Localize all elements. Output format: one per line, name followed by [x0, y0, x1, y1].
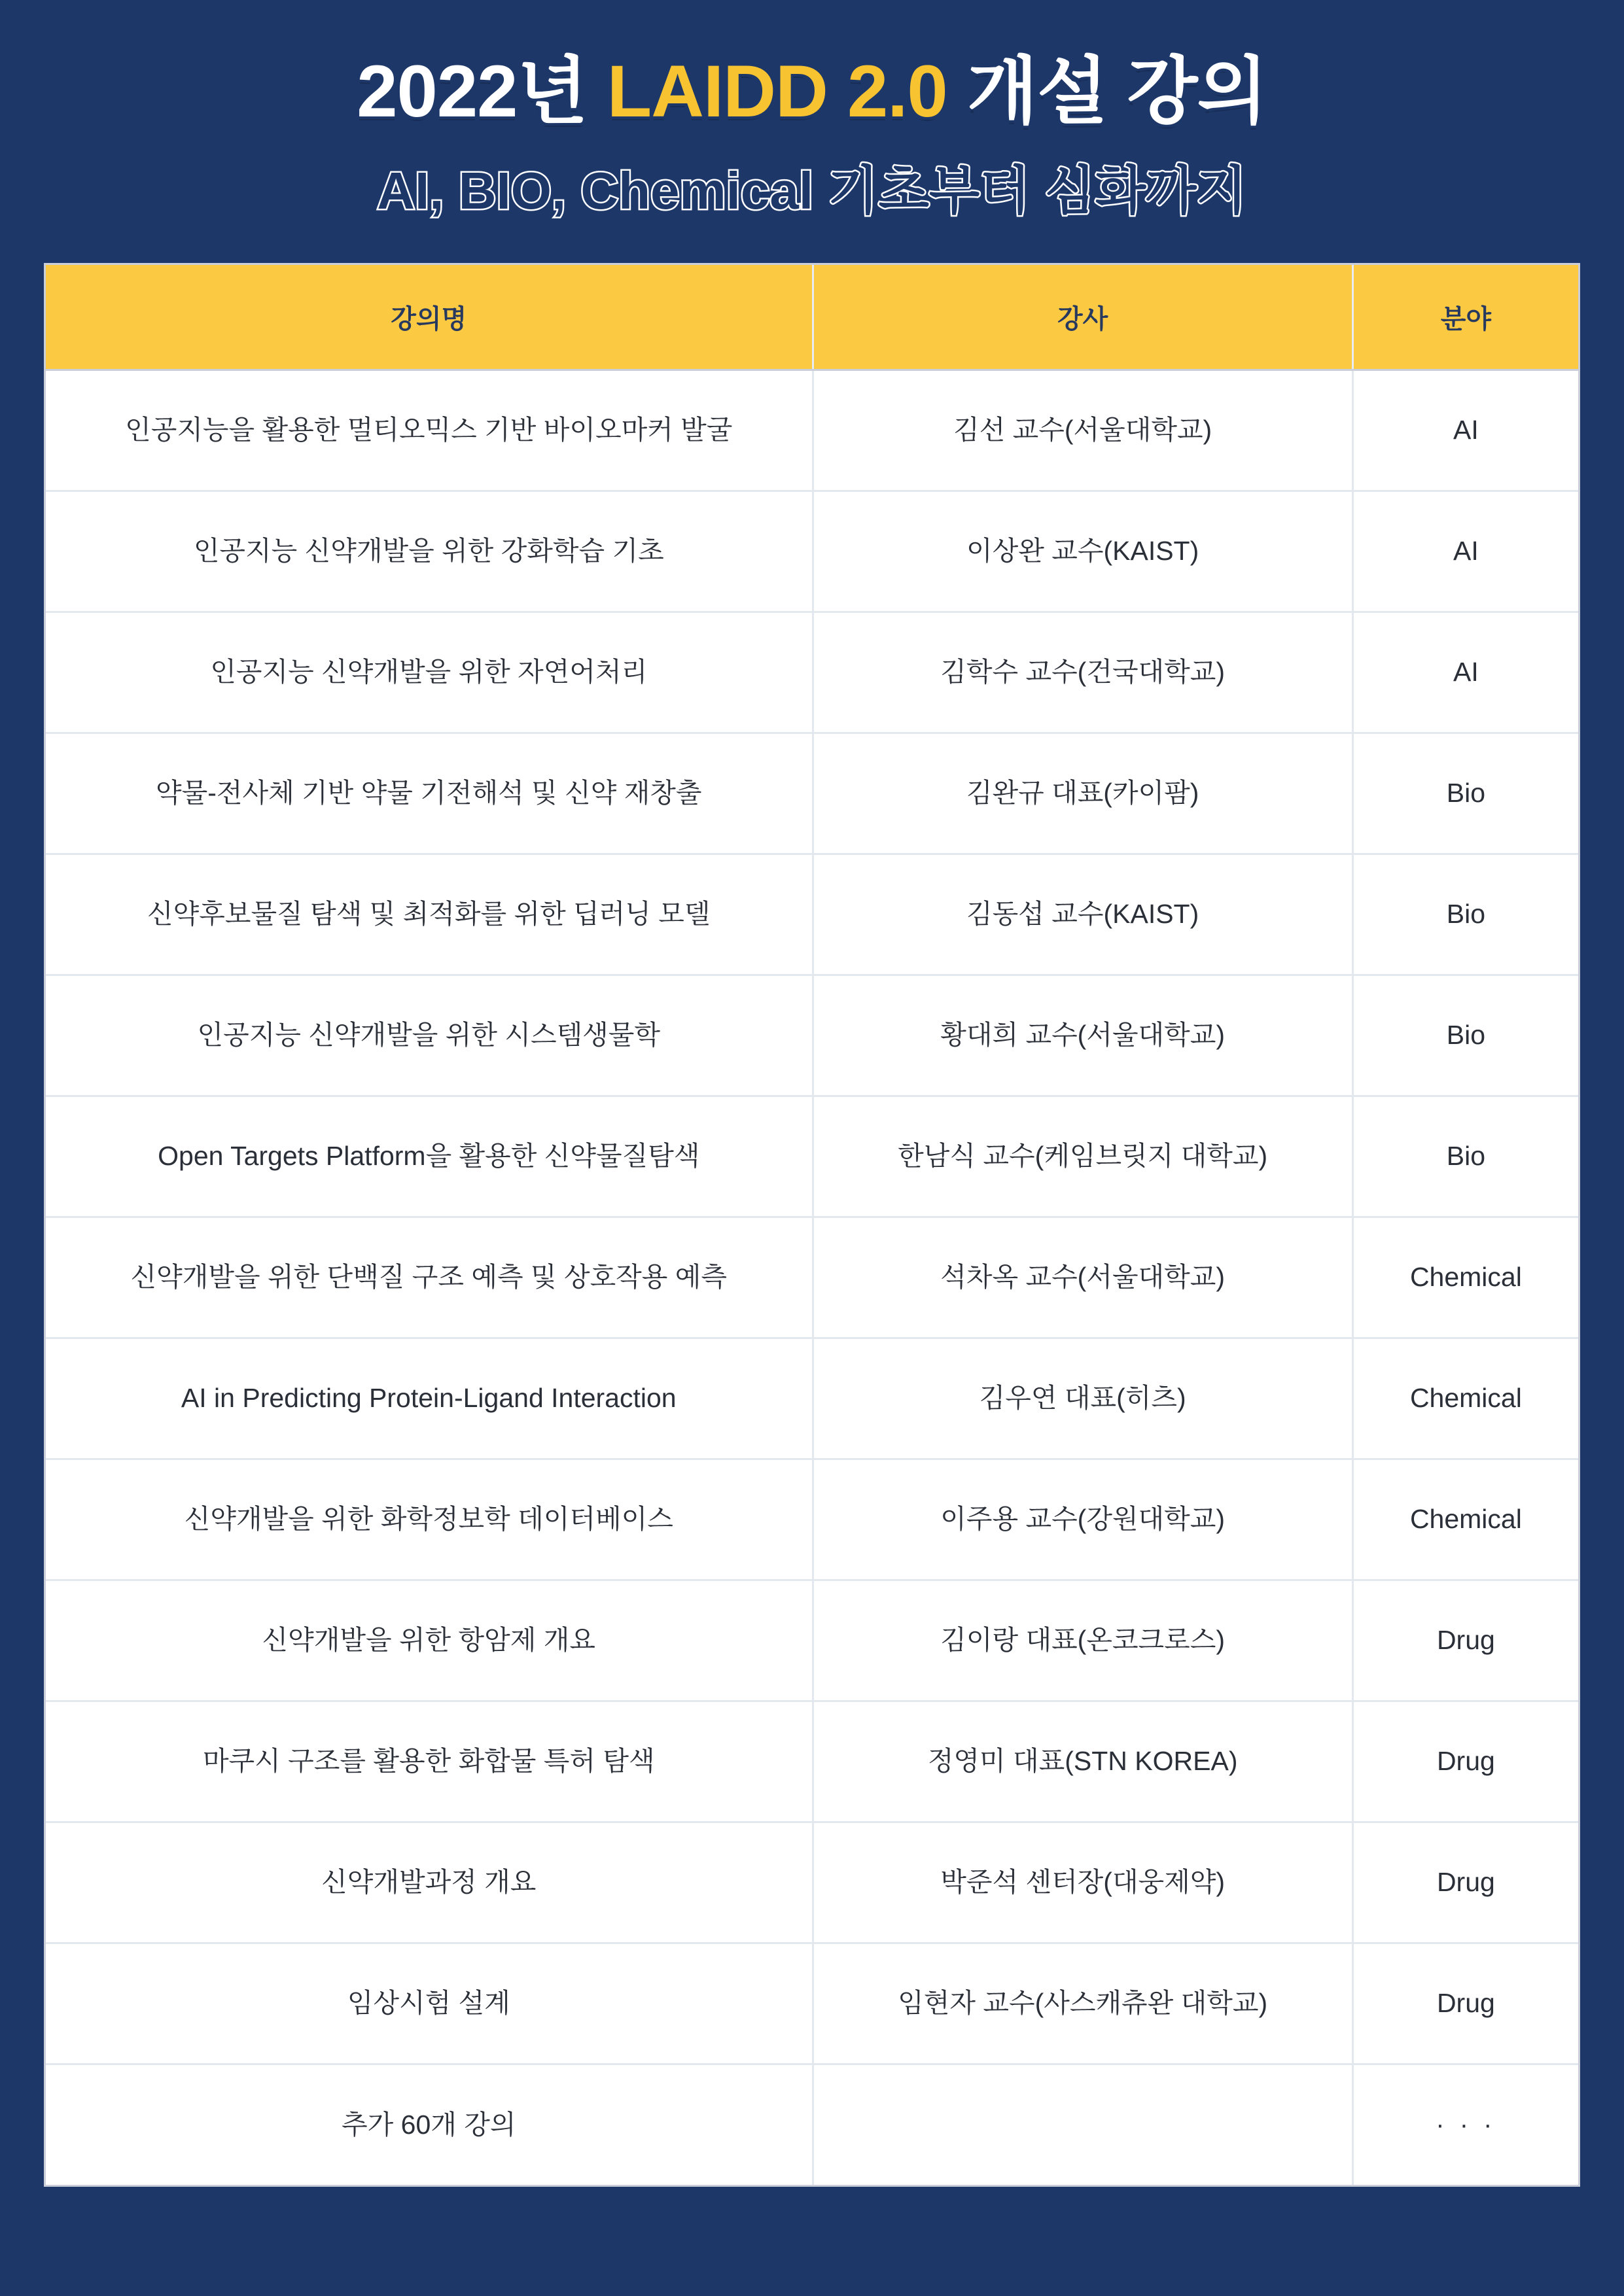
- cell-field: · · ·: [1436, 2110, 1496, 2140]
- cell-lecturer: 이상완 교수(KAIST): [813, 491, 1352, 612]
- cell-field: AI: [1352, 491, 1578, 612]
- table-body: [46, 370, 1578, 2185]
- table-row: [46, 491, 1578, 612]
- cell-course: Open Targets Platform을 활용한 신약물질탐색: [46, 1096, 813, 1217]
- cell-course: 인공지능 신약개발을 위한 자연어처리: [46, 612, 813, 733]
- column-header-course: 강의명: [46, 265, 813, 370]
- cell-field: AI: [1352, 370, 1578, 491]
- column-header-lecturer: 강사: [813, 265, 1352, 370]
- table-header: [46, 265, 1578, 370]
- table-header-row: [46, 265, 1578, 370]
- cell-course: 마쿠시 구조를 활용한 화합물 특허 탐색: [46, 1701, 813, 1822]
- cell-lecturer: 김이랑 대표(온코크로스): [813, 1580, 1352, 1701]
- cell-course: 임상시험 설계: [46, 1943, 813, 2064]
- cell-course: 인공지능 신약개발을 위한 강화학습 기초: [46, 491, 813, 612]
- table-row: [46, 975, 1578, 1096]
- cell-course: 신약개발과정 개요: [46, 1822, 813, 1943]
- cell-field: Bio: [1352, 975, 1578, 1096]
- cell-lecturer: 정영미 대표(STN KOREA): [813, 1701, 1352, 1822]
- poster-header: [0, 0, 1624, 224]
- cell-field: Chemical: [1352, 1217, 1578, 1338]
- cell-field: Bio: [1352, 854, 1578, 975]
- table-row: [46, 733, 1578, 854]
- table-row: [46, 1943, 1578, 2064]
- table-row: [46, 612, 1578, 733]
- cell-field: Drug: [1352, 1822, 1578, 1943]
- cell-lecturer: 김완규 대표(카이팜): [813, 733, 1352, 854]
- table-row: [46, 1217, 1578, 1338]
- table-row: [46, 370, 1578, 491]
- cell-course: 신약개발을 위한 항암제 개요: [46, 1580, 813, 1701]
- table-row: [46, 2064, 1578, 2185]
- cell-lecturer: [813, 2064, 1352, 2185]
- title-accent: LAIDD 2.0: [607, 50, 947, 132]
- cell-field: Bio: [1352, 1096, 1578, 1217]
- cell-field: Chemical: [1352, 1338, 1578, 1459]
- cell-lecturer: 석차옥 교수(서울대학교): [813, 1217, 1352, 1338]
- column-header-field: 분야: [1352, 265, 1578, 370]
- cell-field: Chemical: [1352, 1459, 1578, 1580]
- cell-field: Drug: [1352, 1701, 1578, 1822]
- cell-lecturer: 임현자 교수(사스캐츄완 대학교): [813, 1943, 1352, 2064]
- cell-lecturer: 김동섭 교수(KAIST): [813, 854, 1352, 975]
- table-row: [46, 1459, 1578, 1580]
- cell-course: 인공지능 신약개발을 위한 시스템생물학: [46, 975, 813, 1096]
- cell-course: 신약후보물질 탐색 및 최적화를 위한 딥러닝 모델: [46, 854, 813, 975]
- table-row: [46, 1701, 1578, 1822]
- cell-course: 약물-전사체 기반 약물 기전해석 및 신약 재창출: [46, 733, 813, 854]
- cell-lecturer: 이주용 교수(강원대학교): [813, 1459, 1352, 1580]
- cell-course: 추가 60개 강의: [46, 2064, 813, 2185]
- cell-lecturer: 김우연 대표(히츠): [813, 1338, 1352, 1459]
- table-row: [46, 854, 1578, 975]
- cell-course: 인공지능을 활용한 멀티오믹스 기반 바이오마커 발굴: [46, 370, 813, 491]
- cell-field: Drug: [1352, 1580, 1578, 1701]
- cell-lecturer: 황대희 교수(서울대학교): [813, 975, 1352, 1096]
- cell-lecturer: 박준석 센터장(대웅제약): [813, 1822, 1352, 1943]
- cell-field: Bio: [1352, 733, 1578, 854]
- course-table-container: [44, 263, 1580, 2187]
- title-suffix: 개설 강의: [947, 50, 1267, 132]
- cell-course: 신약개발을 위한 화학정보학 데이터베이스: [46, 1459, 813, 1580]
- course-table: [46, 265, 1578, 2185]
- cell-field: AI: [1352, 612, 1578, 733]
- cell-lecturer: 한남식 교수(케임브릿지 대학교): [813, 1096, 1352, 1217]
- page-title: [0, 51, 1624, 131]
- table-row: [46, 1580, 1578, 1701]
- cell-course: AI in Predicting Protein-Ligand Interaction: [46, 1338, 813, 1459]
- cell-course: 신약개발을 위한 단백질 구조 예측 및 상호작용 예측: [46, 1217, 813, 1338]
- cell-lecturer: 김선 교수(서울대학교): [813, 370, 1352, 491]
- table-row: [46, 1096, 1578, 1217]
- cell-lecturer: 김학수 교수(건국대학교): [813, 612, 1352, 733]
- table-row: [46, 1822, 1578, 1943]
- cell-field: Drug: [1352, 1943, 1578, 2064]
- page-subtitle: AI, BIO, Chemical 기초부터 심화까지: [377, 162, 1247, 220]
- table-row: [46, 1338, 1578, 1459]
- title-prefix: 2022년: [357, 50, 607, 132]
